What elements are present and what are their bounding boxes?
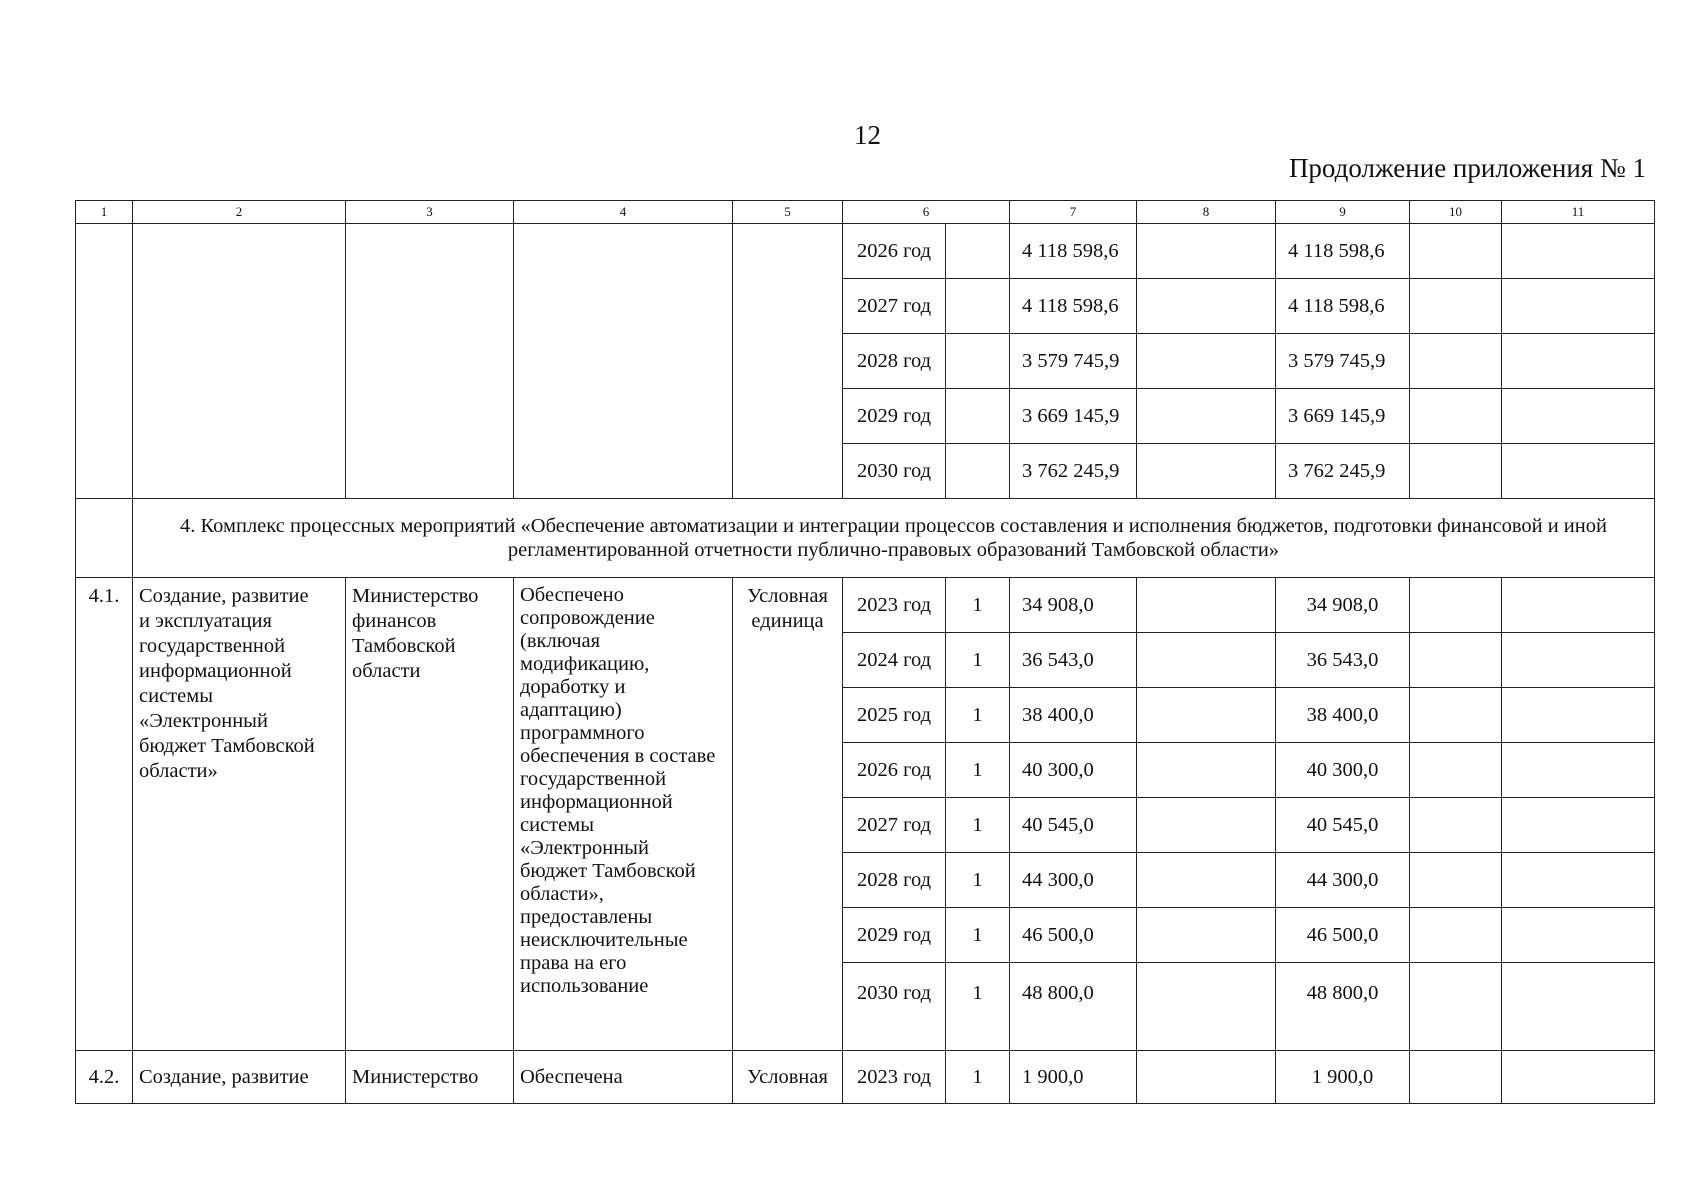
amount-col11 [1502,908,1655,963]
amount-col7: 4 118 598,6 [1010,279,1137,334]
amount-col10 [1410,334,1502,389]
col-header-6: 6 [843,201,1010,224]
year-cell: 2028 год [843,853,946,908]
amount-col7: 1 900,0 [1010,1051,1137,1104]
amount-col9: 3 579 745,9 [1276,334,1410,389]
appendix-continuation-label: Продолжение приложения № 1 [1288,153,1646,183]
amount-col9: 40 545,0 [1276,798,1410,853]
amount-col11 [1502,334,1655,389]
budget-table [75,200,1655,1104]
year-cell: 2027 год [843,279,946,334]
section-title: 4. Комплекс процессных мероприятий «Обеспечение автоматизации и интеграции процессов составления и исполнения бюджетов, подготовки финансовой и иной регламентированной отчетности публично-правовых образований Тамбовской области» [133,499,1655,578]
qty-cell: 1 [946,908,1010,963]
amount-col10 [1410,1051,1502,1104]
year-cell: 2026 год [843,743,946,798]
continued-cell-1 [76,224,133,499]
year-cell: 2023 год [843,578,946,633]
amount-col8 [1137,224,1276,279]
item-result: Обеспечена [514,1051,733,1104]
item-name: Создание, развитие и эксплуатация государственной информационной системы «Электронный бюджет Тамбовской области» [133,578,346,1051]
amount-col11 [1502,633,1655,688]
amount-col10 [1410,224,1502,279]
amount-col8 [1137,798,1276,853]
qty-cell: 1 [946,578,1010,633]
item-result: Обеспечено сопровождение (включая модификацию, доработку и адаптацию) программного обеспечения в составе государственной информационной системы «Электронный бюджет Тамбовской области», предоставлены неисключительные права на его использование [514,578,733,1051]
item-executor: Министерство [346,1051,514,1104]
amount-col10 [1410,444,1502,499]
col-header-5: 5 [733,201,843,224]
year-cell: 2028 год [843,334,946,389]
qty-cell: 1 [946,963,1010,1051]
qty-cell: 1 [946,798,1010,853]
amount-col11 [1502,444,1655,499]
amount-col8 [1137,853,1276,908]
amount-col9: 36 543,0 [1276,633,1410,688]
amount-col7: 3 669 145,9 [1010,389,1137,444]
continued-cell-3 [346,224,514,499]
amount-col9: 3 669 145,9 [1276,389,1410,444]
amount-col7: 38 400,0 [1010,688,1137,743]
amount-col8 [1137,633,1276,688]
amount-col7: 3 579 745,9 [1010,334,1137,389]
amount-col9: 34 908,0 [1276,578,1410,633]
amount-col7: 36 543,0 [1010,633,1137,688]
amount-col11 [1502,798,1655,853]
qty-cell: 1 [946,743,1010,798]
item-number: 4.1. [76,578,133,1051]
amount-col11 [1502,578,1655,633]
year-cell: 2025 год [843,688,946,743]
amount-col7: 48 800,0 [1010,963,1137,1051]
amount-col7: 3 762 245,9 [1010,444,1137,499]
amount-col10 [1410,743,1502,798]
qty-cell: 1 [946,633,1010,688]
amount-col8 [1137,578,1276,633]
amount-col9: 48 800,0 [1276,963,1410,1051]
table-row [76,578,1655,633]
section-row [76,499,1655,578]
year-cell: 2030 год [843,963,946,1051]
column-number-row [76,201,1655,224]
page-number: 12 [854,120,881,150]
continued-cell-5 [733,224,843,499]
amount-col11 [1502,688,1655,743]
qty-cell [946,334,1010,389]
continued-cell-2 [133,224,346,499]
amount-col10 [1410,633,1502,688]
amount-col8 [1137,389,1276,444]
amount-col10 [1410,908,1502,963]
amount-col10 [1410,389,1502,444]
col-header-10: 10 [1410,201,1502,224]
amount-col7: 40 300,0 [1010,743,1137,798]
item-unit: Условная [733,1051,843,1104]
col-header-7: 7 [1010,201,1137,224]
amount-col10 [1410,963,1502,1051]
col-header-9: 9 [1276,201,1410,224]
year-cell: 2024 год [843,633,946,688]
amount-col9: 40 300,0 [1276,743,1410,798]
amount-col8 [1137,743,1276,798]
amount-col10 [1410,279,1502,334]
table-row [76,224,1655,279]
year-cell: 2030 год [843,444,946,499]
amount-col9: 38 400,0 [1276,688,1410,743]
col-header-3: 3 [346,201,514,224]
amount-col9: 4 118 598,6 [1276,224,1410,279]
amount-col11 [1502,1051,1655,1104]
year-cell: 2029 год [843,389,946,444]
year-cell: 2023 год [843,1051,946,1104]
table-row [76,1051,1655,1104]
amount-col10 [1410,688,1502,743]
amount-col9: 4 118 598,6 [1276,279,1410,334]
item-unit: Условная единица [733,578,843,1051]
amount-col7: 40 545,0 [1010,798,1137,853]
continued-cell-4 [514,224,733,499]
year-cell: 2029 год [843,908,946,963]
qty-cell [946,224,1010,279]
amount-col11 [1502,279,1655,334]
col-header-1: 1 [76,201,133,224]
amount-col11 [1502,389,1655,444]
amount-col7: 44 300,0 [1010,853,1137,908]
amount-col8 [1137,334,1276,389]
qty-cell [946,444,1010,499]
amount-col9: 3 762 245,9 [1276,444,1410,499]
amount-col7: 46 500,0 [1010,908,1137,963]
amount-col7: 4 118 598,6 [1010,224,1137,279]
amount-col10 [1410,853,1502,908]
amount-col9: 1 900,0 [1276,1051,1410,1104]
amount-col10 [1410,578,1502,633]
amount-col11 [1502,743,1655,798]
col-header-4: 4 [514,201,733,224]
amount-col7: 34 908,0 [1010,578,1137,633]
qty-cell: 1 [946,853,1010,908]
item-name: Создание, развитие [133,1051,346,1104]
amount-col9: 44 300,0 [1276,853,1410,908]
col-header-2: 2 [133,201,346,224]
qty-cell [946,389,1010,444]
amount-col11 [1502,224,1655,279]
amount-col10 [1410,798,1502,853]
amount-col8 [1137,908,1276,963]
amount-col8 [1137,1051,1276,1104]
amount-col8 [1137,688,1276,743]
section-number-cell [76,499,133,578]
year-cell: 2026 год [843,224,946,279]
amount-col9: 46 500,0 [1276,908,1410,963]
amount-col8 [1137,444,1276,499]
qty-cell [946,279,1010,334]
year-cell: 2027 год [843,798,946,853]
item-number: 4.2. [76,1051,133,1104]
qty-cell: 1 [946,688,1010,743]
col-header-11: 11 [1502,201,1655,224]
item-executor: Министерство финансов Тамбовской области [346,578,514,1051]
amount-col8 [1137,963,1276,1051]
qty-cell: 1 [946,1051,1010,1104]
amount-col11 [1502,963,1655,1051]
amount-col8 [1137,279,1276,334]
amount-col11 [1502,853,1655,908]
col-header-8: 8 [1137,201,1276,224]
